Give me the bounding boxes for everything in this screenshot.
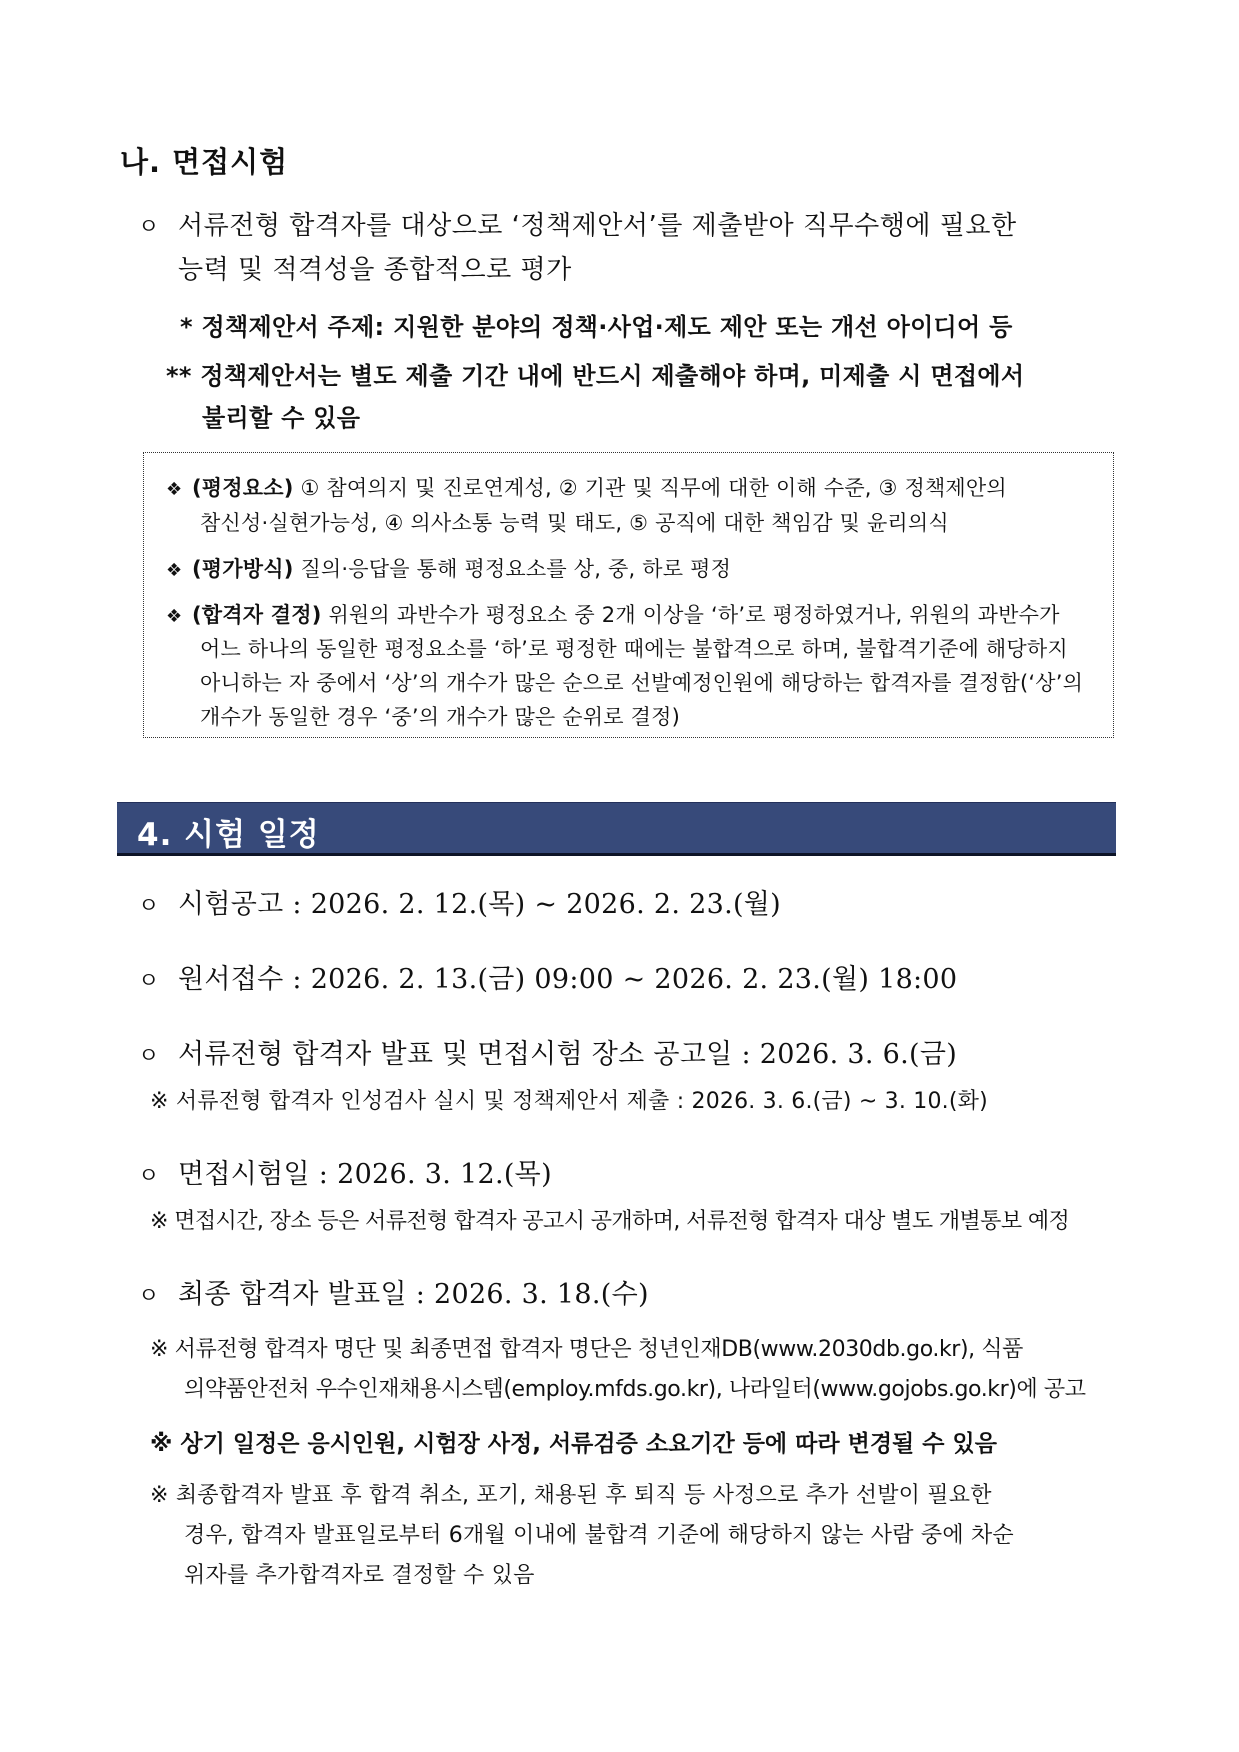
criteria-item-decision bbox=[166, 599, 1060, 629]
intro-paragraph bbox=[138, 204, 1017, 250]
schedule-value: 2026. 2. 13.(금) 09:00 ~ 2026. 2. 23.(월) 18:00 bbox=[310, 964, 958, 995]
additional-selection-note bbox=[150, 1478, 992, 1509]
subsection-title: 나. 면접시험 bbox=[120, 145, 289, 179]
additional-note-text: 최종합격자 발표 후 합격 취소, 포기, 채용된 후 퇴직 등 사정으로 추가 선발이 필요한 bbox=[175, 1483, 992, 1508]
criteria-text: 질의·응답을 통해 평정요소를 상, 중, 하로 평정 bbox=[300, 557, 732, 581]
criteria-item-elements bbox=[166, 472, 1007, 502]
schedule-note-result-sites bbox=[150, 1332, 1023, 1363]
circle-bullet-icon: ㅇ bbox=[138, 1284, 160, 1309]
schedule-item-final-result: ㅇ 최종 합격자 발표일 : 2026. 3. 18.(수) bbox=[138, 1279, 649, 1310]
reference-mark: ※ bbox=[150, 1431, 173, 1457]
circle-bullet-icon: ㅇ bbox=[138, 215, 160, 240]
schedule-value: 2026. 3. 18.(수) bbox=[434, 1279, 649, 1310]
criteria-text-line-3: 아니하는 자 중에서 ‘상’의 개수가 많은 순으로 선발예정인원에 해당하는 합격자를 결정함(‘상’의 bbox=[200, 671, 1084, 695]
additional-note-line-3: 위자를 추가합격자로 결정할 수 있음 bbox=[184, 1563, 535, 1588]
schedule-note-text: 서류전형 합격자 명단 및 최종면접 합격자 명단은 청년인재DB(www.2030db.go.kr), 식품 bbox=[174, 1337, 1024, 1362]
schedule-note-interview bbox=[150, 1204, 1069, 1235]
reference-mark: ※ bbox=[150, 1337, 169, 1362]
diamond-bullet-icon: ❖ bbox=[166, 606, 183, 627]
reference-mark: ※ bbox=[150, 1089, 169, 1114]
schedule-note-result-sites-line-2: 의약품안전처 우수인재채용시스템(employ.mfds.go.kr), 나라일터(www.gojobs.go.kr)에 공고 bbox=[184, 1377, 1086, 1402]
criteria-text: 위원의 과반수가 평정요소 중 2개 이상을 ‘하’로 평정하였거나, 위원의 과반수가 bbox=[328, 603, 1060, 627]
circle-bullet-icon: ㅇ bbox=[138, 1164, 160, 1189]
note-submission bbox=[166, 356, 1024, 391]
intro-line-1: 서류전형 합격자를 대상으로 ‘정책제안서’를 제출받아 직무수행에 필요한 bbox=[178, 211, 1017, 241]
schedule-item-announcement: ㅇ 시험공고 : 2026. 2. 12.(목) ~ 2026. 2. 23.(월) bbox=[138, 889, 782, 920]
schedule-note-text: 서류전형 합격자 인성검사 실시 및 정책제안서 제출 : 2026. 3. 6.(금) ~ 3. 10.(화) bbox=[175, 1089, 988, 1114]
warning-text: 상기 일정은 응시인원, 시험장 사정, 서류검증 소요기간 등에 따라 변경될 수 있음 bbox=[180, 1431, 997, 1457]
schedule-note-personality-test bbox=[150, 1084, 988, 1115]
reference-mark: ※ bbox=[150, 1209, 168, 1234]
schedule-label: 서류전형 합격자 발표 및 면접시험 장소 공고일 bbox=[178, 1039, 733, 1070]
reference-mark: ※ bbox=[150, 1483, 169, 1508]
schedule-value: 2026. 3. 6.(금) bbox=[759, 1039, 958, 1070]
note-submission-line-2: 불리할 수 있음 bbox=[202, 404, 361, 432]
asterisk-marker: * bbox=[180, 313, 193, 341]
circle-bullet-icon: ㅇ bbox=[138, 1044, 160, 1069]
double-asterisk-marker: ** bbox=[166, 362, 192, 390]
criteria-text: ① 참여의지 및 진로연계성, ② 기관 및 직무에 대한 이해 수준, ③ 정책제안의 bbox=[300, 476, 1007, 500]
section-header-bar bbox=[117, 802, 1116, 856]
schedule-item-document-result: ㅇ 서류전형 합격자 발표 및 면접시험 장소 공고일 : 2026. 3. 6.(금) bbox=[138, 1039, 958, 1070]
schedule-value: 2026. 3. 12.(목) bbox=[337, 1159, 552, 1190]
circle-bullet-icon: ㅇ bbox=[138, 969, 160, 994]
additional-note-line-2: 경우, 합격자 발표일로부터 6개월 이내에 불합격 기준에 해당하지 않는 사람 중에 차순 bbox=[184, 1523, 1014, 1548]
criteria-item-method bbox=[166, 553, 731, 583]
schedule-item-application: ㅇ 원서접수 : 2026. 2. 13.(금) 09:00 ~ 2026. 2. 23.(월) 18:00 bbox=[138, 964, 958, 995]
schedule-label: 최종 합격자 발표일 bbox=[178, 1279, 407, 1310]
criteria-label: (합격자 결정) bbox=[192, 603, 322, 627]
criteria-text-line-2: 어느 하나의 동일한 평정요소를 ‘하’로 평정한 때에는 불합격으로 하며, 불합격기준에 해당하지 bbox=[200, 637, 1068, 661]
schedule-change-warning bbox=[150, 1425, 997, 1458]
schedule-value: 2026. 2. 12.(목) ~ 2026. 2. 23.(월) bbox=[310, 889, 782, 920]
criteria-text-line-2: 참신성·실현가능성, ④ 의사소통 능력 및 태도, ⑤ 공직에 대한 책임감 및 윤리의식 bbox=[200, 511, 949, 535]
schedule-label: 시험공고 bbox=[178, 889, 284, 920]
criteria-label: (평정요소) bbox=[192, 476, 294, 500]
schedule-label: 면접시험일 bbox=[178, 1159, 310, 1190]
circle-bullet-icon: ㅇ bbox=[138, 894, 160, 919]
intro-line-2: 능력 및 적격성을 종합적으로 평가 bbox=[178, 255, 572, 285]
section-title: 4. 시험 일정 bbox=[137, 817, 320, 853]
diamond-bullet-icon: ❖ bbox=[166, 560, 183, 581]
schedule-note-text: 면접시간, 장소 등은 서류전형 합격자 공고시 공개하며, 서류전형 합격자 대상 별도 개별통보 예정 bbox=[174, 1209, 1070, 1234]
note-topic-text: 정책제안서 주제: 지원한 분야의 정책·사업·제도 제안 또는 개선 아이디어 등 bbox=[201, 313, 1013, 341]
note-submission-line-1: 정책제안서는 별도 제출 기간 내에 반드시 제출해야 하며, 미제출 시 면접에서 bbox=[200, 362, 1025, 390]
schedule-label: 원서접수 bbox=[178, 964, 284, 995]
criteria-text-line-4: 개수가 동일한 경우 ‘중’의 개수가 많은 순위로 결정) bbox=[200, 705, 680, 729]
criteria-label: (평가방식) bbox=[192, 557, 294, 581]
note-topic bbox=[180, 307, 1013, 342]
diamond-bullet-icon: ❖ bbox=[166, 479, 183, 500]
schedule-item-interview: ㅇ 면접시험일 : 2026. 3. 12.(목) bbox=[138, 1159, 552, 1190]
